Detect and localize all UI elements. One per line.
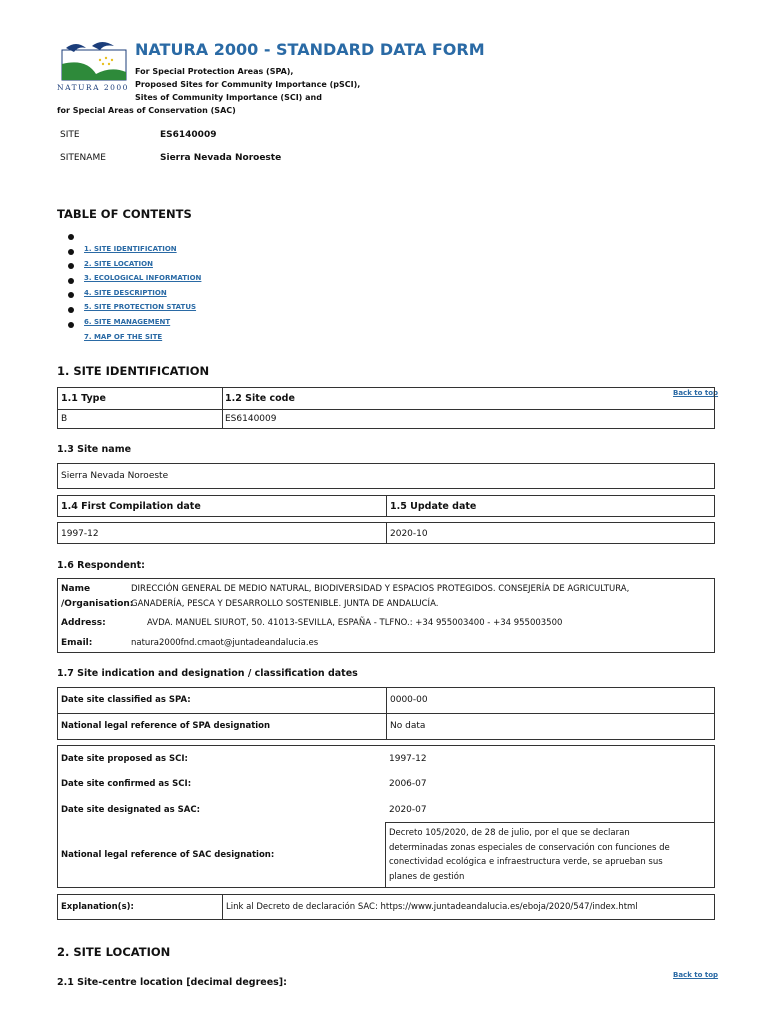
toc-item[interactable] [84,236,201,251]
designation-label: 1.7 Site indication and designation / classification dates [57,668,358,679]
org-value-2: GANADERÍA, PESCA Y DESARROLLO SOSTENIBLE. JUNTA DE ANDALUCÍA. [131,599,439,609]
bullet-icon [68,307,74,313]
email-value: natura2000fnd.cmaot@juntadeandalucia.es [131,638,319,648]
toc-link-site-protection-status[interactable]: 5. SITE PROTECTION STATUS [84,303,197,312]
bullet-icon [68,292,74,298]
type-code-table [57,387,715,429]
intro-line-2: Proposed Sites for Community Importance (pSCI), [135,80,361,89]
first-compilation-value: 1997-12 [61,529,99,539]
back-to-top-link-2[interactable]: Back to top [673,971,719,979]
sitename-label: SITENAME [60,153,106,163]
spa-ref-label: National legal reference of SPA designation [61,721,271,731]
toc-link-site-description[interactable]: 4. SITE DESCRIPTION [84,288,167,297]
bullet-icon [68,234,74,240]
toc-link-map-of-the-site[interactable]: 7. MAP OF THE SITE [84,332,163,341]
spa-date-value: 0000-00 [390,695,428,705]
site-centre-location-label: 2.1 Site-centre location [decimal degrees]: [57,977,287,988]
update-date-label: 1.5 Update date [390,501,477,512]
address-value: AVDA. MANUEL SIUROT, 50. 41013-SEVILLA, ESPAÑA - TLFNO.: +34 955003400 - +34 955003500 [147,618,563,628]
sci-proposed-label: Date site proposed as SCI: [61,754,188,764]
bullet-icon [68,278,74,284]
toc-heading: TABLE OF CONTENTS [57,207,192,221]
spa-ref-value: No data [390,721,426,731]
toc-item[interactable] [84,309,201,324]
sac-ref-line-2: determinadas zonas especiales de conservación con funciones de [389,843,670,853]
sac-designated-value: 2020-07 [389,805,427,815]
toc-item[interactable] [84,251,201,266]
bullet-icon [68,263,74,269]
sci-confirmed-label: Date site confirmed as SCI: [61,779,192,789]
toc-link-site-identification[interactable]: 1. SITE IDENTIFICATION [84,245,177,253]
toc-item[interactable] [84,324,201,339]
first-compilation-label: 1.4 First Compilation date [61,501,201,512]
code-label: 1.2 Site code [225,393,295,404]
toc-link-ecological-information[interactable]: 3. ECOLOGICAL INFORMATION [84,274,202,283]
sac-ref-line-4: planes de gestión [389,872,465,882]
sac-ref-line-1: Decreto 105/2020, de 28 de julio, por el que se declaran [389,828,630,838]
email-label: Email: [61,638,93,648]
toc-link-site-location[interactable]: 2. SITE LOCATION [84,259,153,268]
org-value-1: DIRECCIÓN GENERAL DE MEDIO NATURAL, BIODIVERSIDAD Y ESPACIOS PROTEGIDOS. CONSEJERÍA DE AGRICULTURA, [131,584,630,594]
site-value: ES6140009 [160,130,217,140]
explanation-label: Explanation(s): [61,902,134,912]
bullet-icon [68,249,74,255]
bullet-icon [68,322,74,328]
spa-date-label: Date site classified as SPA: [61,695,191,705]
logo-caption: NATURA 2000 [57,83,129,92]
intro-line-3: Sites of Community Importance (SCI) and [135,93,322,102]
site-name-label: 1.3 Site name [57,444,132,455]
toc-item[interactable] [84,280,201,295]
page-title: NATURA 2000 - STANDARD DATA FORM [135,40,485,59]
org-label-2: /Organisation: [61,599,134,609]
back-to-top-link[interactable]: Back to top [673,389,719,397]
org-label-1: Name [61,584,91,594]
site-label: SITE [60,130,80,140]
sci-confirmed-value: 2006-07 [389,779,427,789]
section2-heading: 2. SITE LOCATION [57,945,171,959]
sac-ref-line-3: conectividad ecológica e infraestructura verde, se aprueban sus [389,857,663,867]
toc-link-site-management[interactable]: 6. SITE MANAGEMENT [84,317,171,326]
toc-item[interactable] [84,265,202,283]
update-date-value: 2020-10 [390,529,428,539]
intro-line-4: for Special Areas of Conservation (SAC) [57,106,236,115]
sitename-value: Sierra Nevada Noroeste [160,153,282,163]
toc-list [84,236,202,341]
type-value: B [61,414,68,424]
code-value: ES6140009 [225,414,277,424]
sac-designated-label: Date site designated as SAC: [61,805,200,815]
sci-proposed-value: 1997-12 [389,754,427,764]
section1-heading: 1. SITE IDENTIFICATION [57,364,210,378]
type-label: 1.1 Type [61,393,106,404]
sac-ref-label: National legal reference of SAC designation: [61,850,275,860]
natura-2000-logo [56,38,130,96]
explanation-value: Link al Decreto de declaración SAC: https://www.juntadeandalucia.es/eboja/2020/547/index.html [226,902,638,912]
site-name-value: Sierra Nevada Noroeste [61,471,169,481]
address-label: Address: [61,618,106,628]
respondent-label: 1.6 Respondent: [57,560,145,571]
toc-item[interactable] [84,294,201,312]
intro-line-1: For Special Protection Areas (SPA), [135,67,294,76]
